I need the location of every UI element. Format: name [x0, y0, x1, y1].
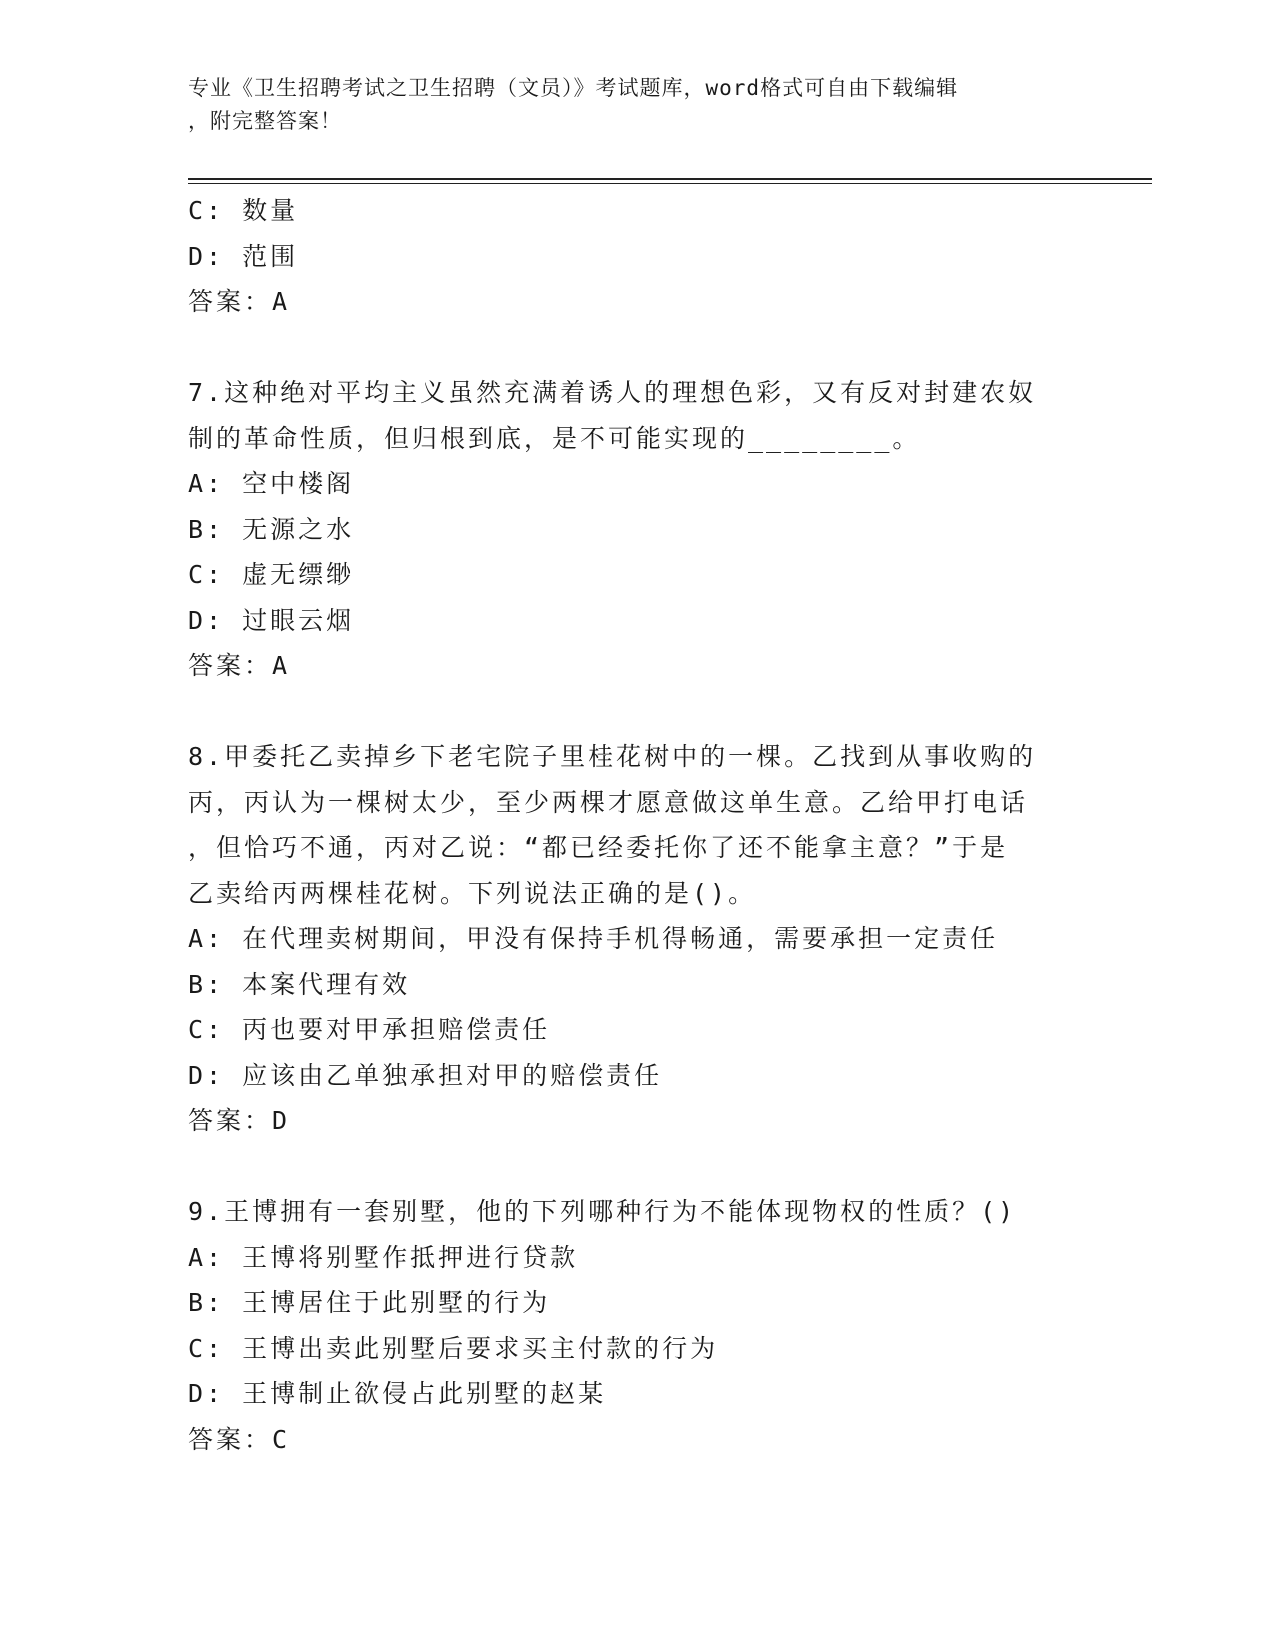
question-7-option-c: C: 虚无缥缈 — [188, 560, 355, 589]
header-rule-thin — [188, 183, 1152, 184]
question-9-option-a: A: 王博将别墅作抵押进行贷款 — [188, 1242, 579, 1272]
answer-line: 答案：A — [188, 287, 291, 316]
question-8-stem-line: 乙卖给丙两棵桂花树。下列说法正确的是()。 — [188, 878, 757, 908]
question-7-stem-line: 7.这种绝对平均主义虽然充满着诱人的理想色彩，又有反对封建农奴 — [188, 378, 1037, 407]
question-8-option-d: D: 应该由乙单独承担对甲的赔偿责任 — [188, 1060, 663, 1090]
header-line-1: 专业《卫生招聘考试之卫生招聘（文员）》考试题库，word格式可自由下载编辑 — [188, 76, 959, 100]
question-7-stem-line: 制的革命性质，但归根到底，是不可能实现的________。 — [188, 423, 921, 453]
question-8-stem-line: 8.甲委托乙卖掉乡下老宅院子里桂花树中的一棵。乙找到从事收购的 — [188, 742, 1037, 771]
option-c: C: 数量 — [188, 196, 299, 225]
question-9-answer: 答案：C — [188, 1424, 291, 1454]
question-9-option-c: C: 王博出卖此别墅后要求买主付款的行为 — [188, 1333, 719, 1363]
question-8-option-a: A: 在代理卖树期间，甲没有保持手机得畅通，需要承担一定责任 — [188, 924, 999, 953]
question-content — [188, 188, 1088, 1462]
question-7-option-a: A: 空中楼阁 — [188, 469, 355, 498]
question-8-answer: 答案：D — [188, 1106, 291, 1135]
spacer — [188, 325, 1088, 371]
question-9-option-b: B: 王博居住于此别墅的行为 — [188, 1288, 551, 1317]
question-8-stem-line: ，但恰巧不通，丙对乙说：“都已经委托你了还不能拿主意？”于是 — [188, 833, 1009, 862]
question-7-option-b: B: 无源之水 — [188, 514, 355, 544]
option-d: D: 范围 — [188, 241, 299, 271]
question-8-option-b: B: 本案代理有效 — [188, 969, 411, 999]
question-8-option-c: C: 丙也要对甲承担赔偿责任 — [188, 1015, 551, 1044]
header-line-2: ，附完整答案！ — [188, 109, 342, 133]
spacer — [188, 689, 1088, 735]
document-header — [188, 72, 1088, 138]
question-7-option-d: D: 过眼云烟 — [188, 605, 355, 635]
question-7-answer: 答案：A — [188, 651, 291, 680]
question-9-option-d: D: 王博制止欲侵占此别墅的赵某 — [188, 1379, 607, 1408]
spacer — [188, 1144, 1088, 1190]
question-9-stem-line: 9.王博拥有一套别墅，他的下列哪种行为不能体现物权的性质？() — [188, 1197, 1017, 1226]
question-8-stem-line: 丙，丙认为一棵树太少，至少两棵才愿意做这单生意。乙给甲打电话 — [188, 787, 1029, 817]
header-rule-thick — [188, 178, 1152, 180]
